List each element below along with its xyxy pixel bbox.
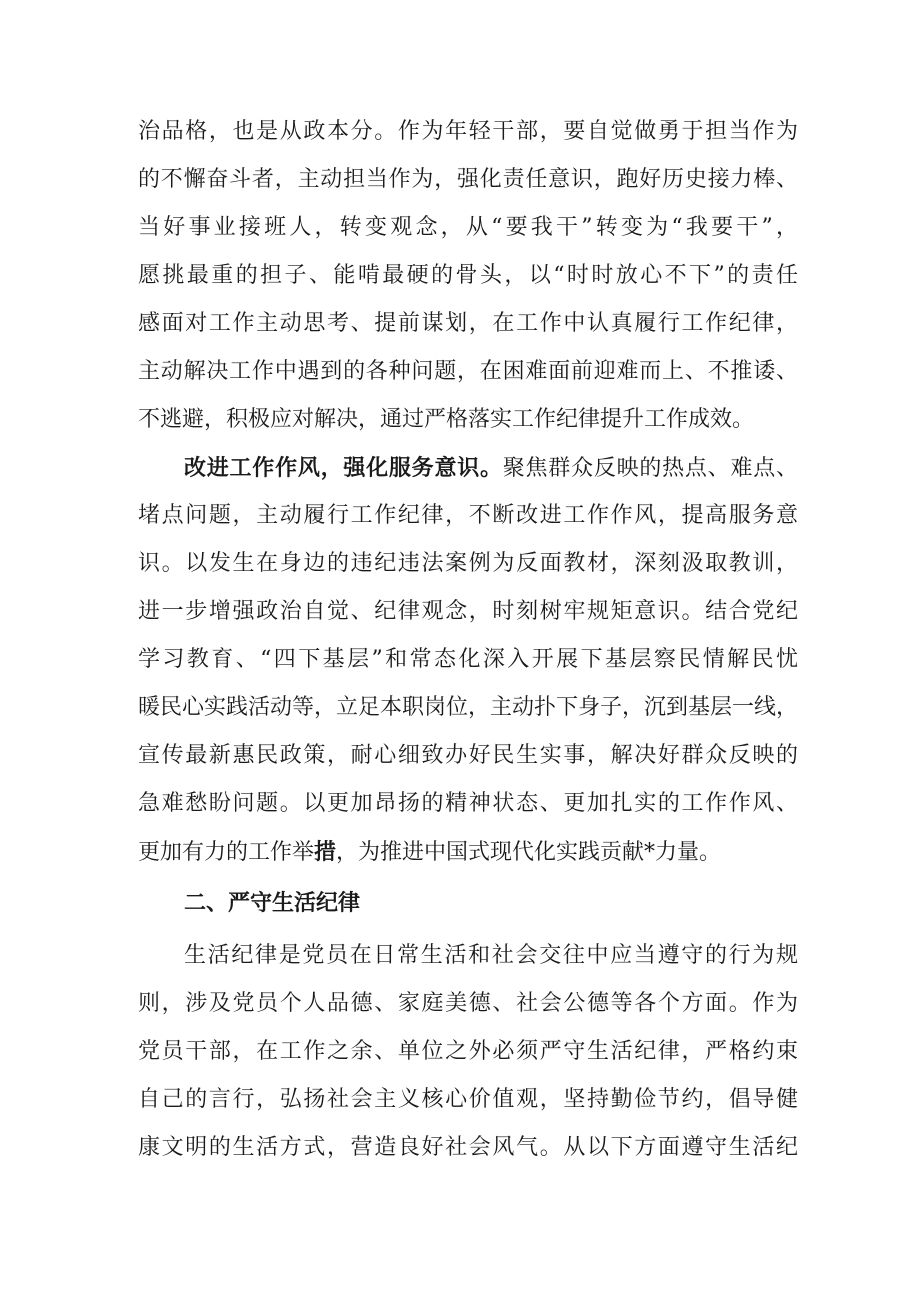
paragraph-2-line: 暖民心实践活动等，立足本职岗位，主动扑下身子，沉到基层一线， [138, 695, 799, 720]
paragraph-2-lead-bold: 改进工作作风，强化服务意识。 [184, 455, 503, 481]
paragraph-3-line: 康文明的生活方式，营造良好社会风气。从以下方面遵守生活纪 [138, 1135, 798, 1160]
paragraph-2-line: 学习教育、“四下基层”和常态化深入开展下基层察民情解民忧 [138, 647, 798, 672]
paragraph-3-first-line: 生活纪律是党员在日常生活和社会交往中应当遵守的行为规 [184, 943, 798, 968]
paragraph-2-line: 宣传最新惠民政策，耐心细致办好民生实事，解决好群众反映的 [138, 743, 798, 768]
paragraph-1-line: 感面对工作主动思考、提前谋划，在工作中认真履行工作纪律， [138, 311, 798, 336]
paragraph-2-line: 堵点问题，主动履行工作纪律，不断改进工作作风，提高服务意 [138, 503, 798, 528]
paragraph-1-line: 治品格，也是从政本分。作为年轻干部，要自觉做勇于担当作为 [138, 119, 798, 144]
paragraph-2-first-line [184, 448, 798, 488]
paragraph-2-lead-rest: 聚焦群众反映的热点、难点、 [502, 456, 798, 481]
paragraph-3-line: 党员干部，在工作之余、单位之外必须严守生活纪律，严格约束 [138, 1039, 798, 1064]
paragraph-2-line: 进一步增强政治自觉、纪律观念，时刻树牢规矩意识。结合党纪 [138, 599, 798, 624]
paragraph-2-last-line-b: ，为推进中国式现代化实践贡献*力量。 [336, 840, 722, 865]
paragraph-2-last-line [138, 832, 798, 872]
paragraph-2-last-line-a: 更加有力的工作举 [138, 840, 315, 865]
paragraph-3-line: 则，涉及党员个人品德、家庭美德、社会公德等各个方面。作为 [138, 991, 798, 1016]
paragraph-2-last-line-bold: 措 [314, 839, 337, 865]
paragraph-1-line: 的不懈奋斗者，主动担当作为，强化责任意识，跑好历史接力棒、 [138, 167, 798, 192]
paragraph-1-line: 不逃避，积极应对解决，通过严格落实工作纪律提升工作成效。 [138, 407, 755, 432]
paragraph-1-line: 当好事业接班人，转变观念，从“要我干”转变为“我要干”， [138, 215, 798, 240]
paragraph-2-line: 识。以发生在身边的违纪违法案例为反面教材，深刻汲取教训， [138, 551, 798, 576]
section-heading: 二、严守生活纪律 [184, 891, 361, 916]
paragraph-1-line: 愿挑最重的担子、能啃最硬的骨头，以“时时放心不下”的责任 [138, 263, 798, 288]
paragraph-1-line: 主动解决工作中遇到的各种问题，在困难面前迎难而上、不推诿、 [138, 359, 798, 384]
paragraph-2-line: 急难愁盼问题。以更加昂扬的精神状态、更加扎实的工作作风、 [138, 791, 798, 816]
paragraph-3-line: 自己的言行，弘扬社会主义核心价值观，坚持勤俭节约，倡导健 [138, 1087, 798, 1112]
